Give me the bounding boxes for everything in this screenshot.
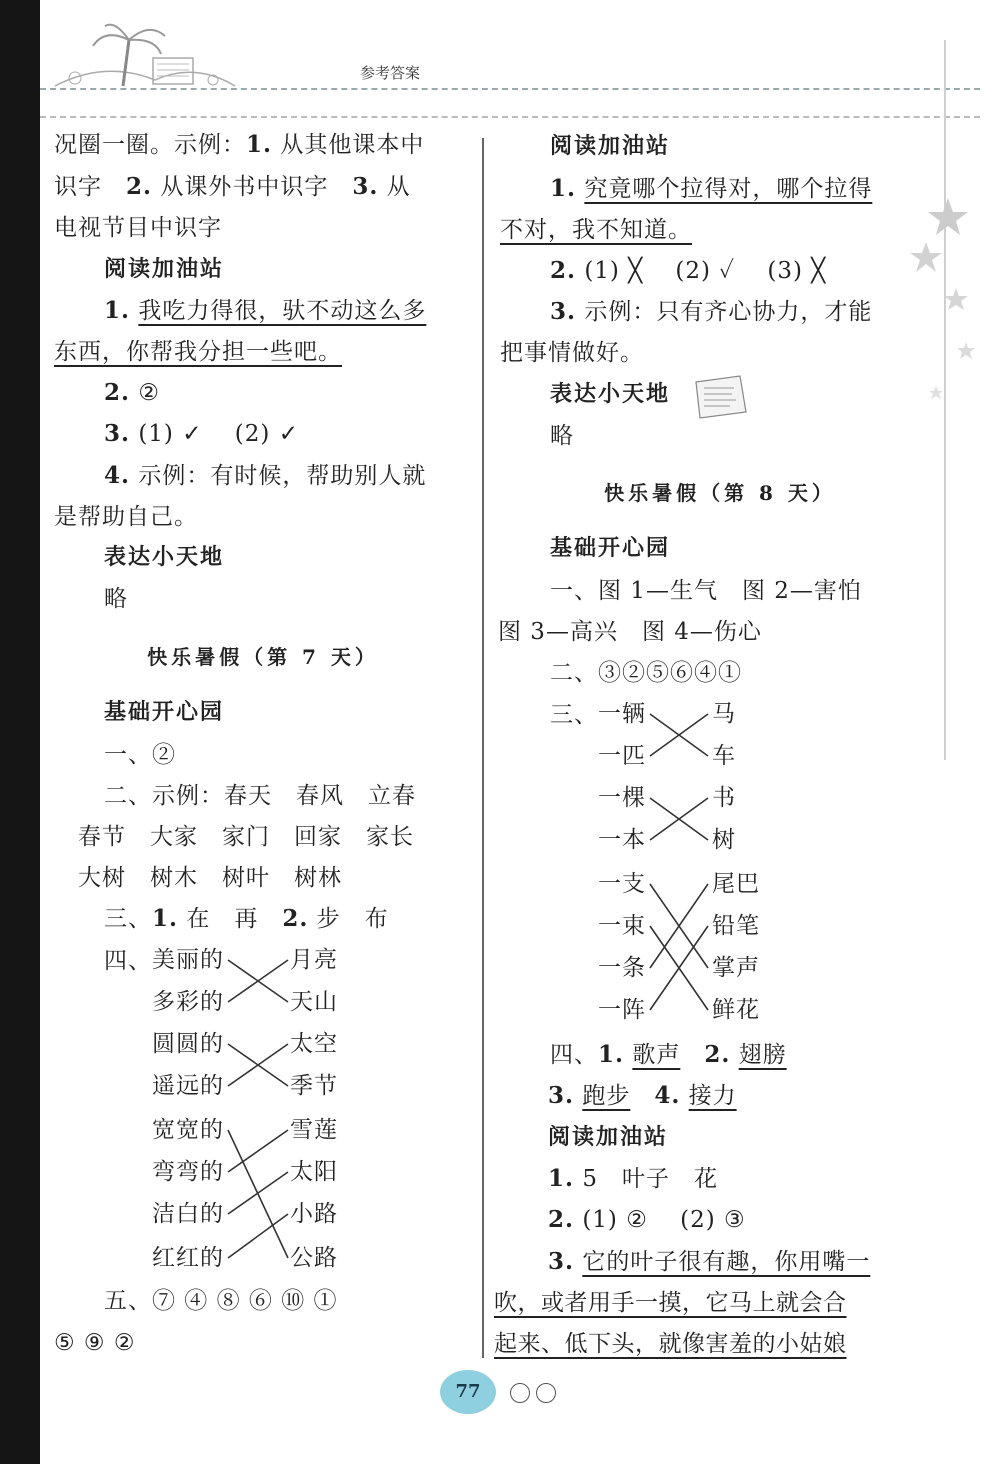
match-left-item: 一束 bbox=[598, 913, 646, 939]
match-right-item: 车 bbox=[712, 743, 736, 769]
match-line bbox=[228, 1130, 288, 1258]
underlined-answer: 我吃力得很，驮不动这么多 bbox=[138, 298, 427, 324]
underlined-answer: 不对，我不知道。 bbox=[500, 217, 692, 243]
match-left-item: 一棵 bbox=[598, 785, 646, 811]
match-right-item: 月亮 bbox=[290, 947, 338, 973]
item-number: 3. bbox=[548, 1248, 575, 1275]
match-line bbox=[228, 1214, 288, 1258]
right-express-title: 表达小天地 bbox=[550, 382, 671, 407]
page-number-badge: 77 bbox=[440, 1370, 496, 1414]
item-number: 3. bbox=[104, 420, 131, 447]
text: ② bbox=[138, 380, 160, 406]
match-right-item: 鲜花 bbox=[712, 997, 760, 1023]
match-left-item: 红红的 bbox=[152, 1245, 224, 1271]
right-reading2-answer-3-cont1 bbox=[494, 1288, 847, 1318]
right-reading-answer-3 bbox=[550, 297, 872, 327]
match-left-item: 圆圆的 bbox=[152, 1031, 224, 1057]
item-number: 2. bbox=[550, 257, 577, 284]
right-basic-1-line2: 图 3—高兴 图 4—伤心 bbox=[498, 619, 762, 645]
match-right-item: 太空 bbox=[290, 1031, 338, 1057]
day7-title: 快乐暑假（第 7 天） bbox=[147, 645, 379, 669]
match-left-item: 宽宽的 bbox=[152, 1117, 224, 1143]
left-basic-title: 基础开心园 bbox=[104, 700, 225, 725]
right-basic-4-line1 bbox=[550, 1040, 787, 1070]
text: 识字 bbox=[54, 174, 102, 200]
item-number: 2. bbox=[704, 1041, 731, 1068]
text: (1) ✓ (2) ✓ bbox=[138, 421, 299, 447]
underlined-answer: 东西，你帮我分担一些吧。 bbox=[54, 339, 342, 365]
item-number: 1. bbox=[598, 1041, 625, 1068]
left-reading-answer-4-cont: 是帮助自己。 bbox=[54, 504, 198, 530]
text: 三、 bbox=[104, 906, 152, 932]
right-reading-answer-3-cont: 把事情做好。 bbox=[500, 340, 644, 366]
item-number: 2. bbox=[548, 1206, 575, 1233]
item-number: 4. bbox=[654, 1082, 681, 1109]
item-number: 1. bbox=[550, 175, 577, 202]
item-number: 3. bbox=[352, 173, 379, 200]
left-reading-title: 阅读加油站 bbox=[104, 257, 225, 282]
left-basic-1: 一、② bbox=[104, 742, 176, 768]
match-right-item: 马 bbox=[712, 701, 736, 727]
underlined-answer: 跑步 bbox=[582, 1083, 631, 1109]
left-basic-5-line1: 五、⑦ ④ ⑧ ⑥ ⑩ ① bbox=[104, 1288, 338, 1314]
match-left-item: 美丽的 bbox=[152, 947, 224, 973]
underlined-answer: 翅膀 bbox=[738, 1042, 787, 1068]
right-basic-2: 二、③②⑤⑥④① bbox=[550, 660, 742, 686]
text: 况圈一圈。示例： bbox=[54, 132, 246, 158]
right-reading2-answer-3-cont2 bbox=[494, 1329, 847, 1359]
left-intro-line-3: 电视节目中识字 bbox=[54, 215, 222, 241]
underlined-answer: 起来、低下头，就像害羞的小姑娘 bbox=[494, 1331, 847, 1357]
item-number: 4. bbox=[104, 462, 131, 489]
match-right-item: 尾巴 bbox=[712, 871, 760, 897]
match-left-item: 洁白的 bbox=[152, 1201, 224, 1227]
match-right-item: 季节 bbox=[290, 1073, 338, 1099]
item-number: 2. bbox=[104, 379, 131, 406]
item-number: 2. bbox=[126, 173, 153, 200]
left-basic-2-line3: 大树 树木 树叶 树林 bbox=[78, 865, 342, 891]
match-right-item: 书 bbox=[712, 785, 736, 811]
text: 从其他课本中 bbox=[280, 132, 425, 158]
text: 示例：有时候，帮助别人就 bbox=[138, 463, 427, 489]
left-express-title: 表达小天地 bbox=[104, 545, 225, 570]
right-reading2-title: 阅读加油站 bbox=[548, 1125, 669, 1150]
item-number: 1. bbox=[246, 131, 273, 158]
right-reading-answer-2 bbox=[550, 256, 826, 286]
item-number: 1. bbox=[104, 297, 131, 324]
left-basic-2-line2: 春节 大家 家门 回家 家长 bbox=[78, 824, 414, 850]
right-basic-title: 基础开心园 bbox=[550, 536, 671, 561]
text: (1) ╳ (2) ✓ (3) ╳ bbox=[584, 258, 827, 284]
item-number: 1. bbox=[548, 1165, 575, 1192]
item-number: 3. bbox=[548, 1082, 575, 1109]
match-left-item: 一条 bbox=[598, 955, 646, 981]
homework-stamp-icon bbox=[690, 372, 750, 422]
match-left-item: 一本 bbox=[598, 827, 646, 853]
match-left-item: 遥远的 bbox=[152, 1073, 224, 1099]
right-reading2-answer-3 bbox=[548, 1247, 870, 1277]
match-left-item: 一阵 bbox=[598, 997, 646, 1023]
match-left-item: 弯弯的 bbox=[152, 1159, 224, 1185]
item-number: 2. bbox=[282, 905, 309, 932]
footer-circle-decoration bbox=[510, 1383, 530, 1403]
underlined-answer: 歌声 bbox=[632, 1042, 681, 1068]
footer-circle-decoration bbox=[536, 1383, 556, 1403]
match-line bbox=[228, 1172, 288, 1214]
text: 从课外书中识字 bbox=[160, 174, 329, 200]
underlined-answer: 吹，或者用手一摸，它马上就会合 bbox=[494, 1290, 847, 1316]
match-right-item: 小路 bbox=[290, 1201, 338, 1227]
match-left-item: 多彩的 bbox=[152, 989, 224, 1015]
match-right-item: 太阳 bbox=[290, 1159, 338, 1185]
match-right-item: 天山 bbox=[290, 989, 338, 1015]
header-title: 参考答案 bbox=[359, 64, 420, 82]
underlined-answer: 究竟哪个拉得对，哪个拉得 bbox=[584, 176, 873, 202]
right-express-body: 略 bbox=[550, 423, 574, 449]
underlined-answer: 接力 bbox=[688, 1083, 737, 1109]
text: (1) ② (2) ③ bbox=[582, 1207, 746, 1233]
right-basic-3-prefix: 三、 bbox=[550, 702, 598, 728]
right-reading2-answer-1 bbox=[548, 1164, 718, 1194]
day8-title: 快乐暑假（第 8 天） bbox=[604, 481, 836, 505]
match-left-item: 一匹 bbox=[598, 743, 646, 769]
right-basic-1-line1: 一、图 1—生气 图 2—害怕 bbox=[550, 578, 862, 604]
text: 5 叶子 花 bbox=[582, 1166, 718, 1192]
right-reading-title: 阅读加油站 bbox=[550, 134, 671, 159]
right-basic-4-line2 bbox=[548, 1081, 737, 1111]
text: 步 布 bbox=[316, 906, 389, 932]
left-basic-4-prefix: 四、 bbox=[104, 948, 152, 974]
match-left-item: 一辆 bbox=[598, 701, 646, 727]
match-left-item: 一支 bbox=[598, 871, 646, 897]
item-number: 1. bbox=[152, 905, 179, 932]
match-right-item: 公路 bbox=[290, 1245, 338, 1271]
left-express-body: 略 bbox=[104, 586, 128, 612]
right-reading2-answer-2 bbox=[548, 1205, 746, 1235]
match-right-item: 树 bbox=[712, 827, 736, 853]
underlined-answer: 它的叶子很有趣，你用嘴一 bbox=[582, 1249, 871, 1275]
left-basic-5-line2: ⑤ ⑨ ② bbox=[54, 1330, 136, 1356]
item-number: 3. bbox=[550, 298, 577, 325]
match-right-item: 雪莲 bbox=[290, 1117, 338, 1143]
text: 四、 bbox=[550, 1042, 598, 1068]
match-right-item: 掌声 bbox=[712, 955, 760, 981]
text: 从 bbox=[386, 174, 411, 200]
right-reading-answer-1-cont bbox=[500, 215, 692, 245]
match-right-item: 铅笔 bbox=[712, 913, 760, 939]
text: 示例：只有齐心协力，才能 bbox=[584, 299, 873, 325]
text: 在 再 bbox=[186, 906, 259, 932]
right-reading-answer-1 bbox=[550, 174, 872, 204]
left-basic-2-line1: 二、示例：春天 春风 立春 bbox=[104, 783, 416, 809]
